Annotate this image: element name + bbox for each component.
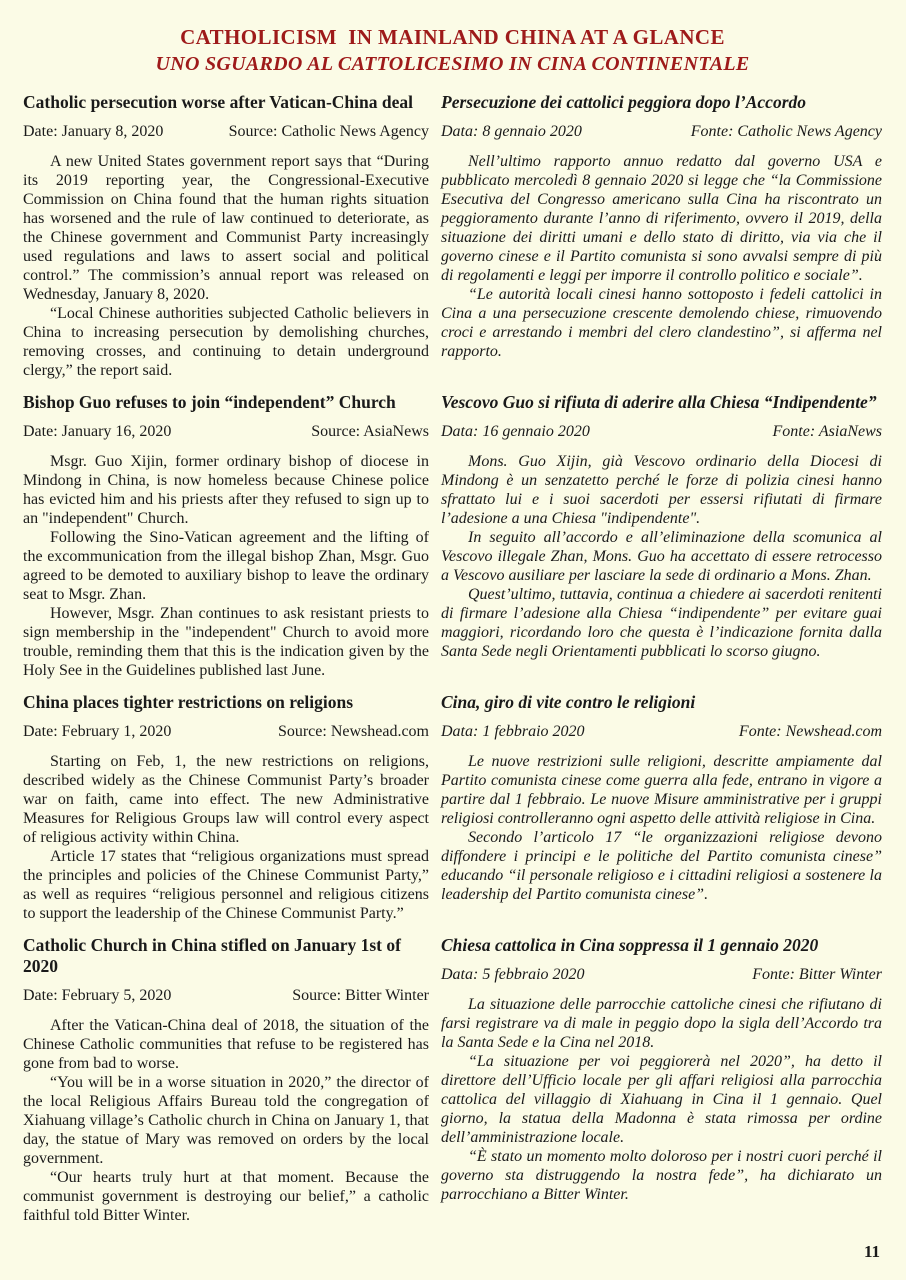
article-title-it: Persecuzione dei cattolici peggiora dopo l’Accordo (441, 92, 807, 112)
article-title-it: Vescovo Guo si rifiuta di aderire alla Chiesa “Indipendente” (441, 392, 877, 412)
source-label: Fonte: Catholic News Agency (690, 123, 882, 140)
english-column (23, 692, 429, 923)
paragraph: Starting on Feb, 1, the new restrictions on religions, described widely as the Chinese Communist Party’s broader war on faith, came into effect. The new Administrative Measures for Religious Groups law will control every aspect of religious activity within China. (23, 753, 429, 846)
italian-column (441, 935, 882, 1225)
article-section-2 (23, 392, 882, 680)
date-label: Data: 5 febbraio 2020 (441, 966, 585, 983)
italian-column (441, 392, 882, 680)
dateline-en (23, 722, 429, 741)
source-label: Source: AsiaNews (311, 423, 429, 440)
source-label: Source: Catholic News Agency (228, 123, 429, 140)
paragraph: After the Vatican-China deal of 2018, the situation of the Chinese Catholic communities that refuse to be registered has gone from bad to worse. (23, 1017, 429, 1072)
article-section-3 (23, 692, 882, 923)
source-label: Source: Newshead.com (277, 723, 429, 740)
paragraph: “È stato un momento molto doloroso per i nostri cuori perché il governo sta distruggendo la nostra fede”, ha dichiarato un parrocchiano a Bitter Winter. (441, 1148, 882, 1203)
paragraph: Secondo l’articolo 17 “le organizzazioni religiose devono diffondere i principi e le politiche del Partito comunista cinese” educando “il personale religioso e i cittadini religiosi a sostenere la leadership del Partito comunista cinese”. (441, 829, 882, 903)
dateline-en (23, 422, 429, 441)
date-label: Data: 16 gennaio 2020 (441, 423, 590, 440)
paragraph: Msgr. Guo Xijin, former ordinary bishop of diocese in Mindong in China, is now homeless because Chinese police has evicted him and his priests after they refused to sign up to an "independent" Church. (23, 453, 429, 527)
english-column (23, 935, 429, 1225)
paragraph: A new United States government report says that “During its 2019 reporting year, the Congressional-Executive Commission on China found that the human rights situation has worsened and the rule of law continued to deteriorate, as the Chinese government and Communist Party increasingly used regulations and laws to assert social and political control.” The commission’s annual report was released on Wednesday, January 8, 2020. (23, 153, 429, 303)
paragraph: “Our hearts truly hurt at that moment. Because the communist government is destroying our belief,” a catholic faithful told Bitter Winter. (23, 1169, 429, 1224)
page-number: 11 (863, 1242, 880, 1261)
paragraph: Le nuove restrizioni sulle religioni, descritte ampiamente dal Partito comunista cinese come guerra alla fede, entrano in vigore a partire dal 1 febbraio. Le nuove Misure amministrative per i gruppi religiosi controlleranno ogni aspetto delle attività religiose in Cina. (441, 753, 882, 827)
paragraph: Nell’ultimo rapporto annuo redatto dal governo USA e pubblicato mercoledì 8 gennaio 2020 si legge che “la Commissione Esecutiva del Congresso americano sulla Cina ha riscontrato un peggioramento durante l’anno di riferimento, ovvero il 2019, della situazione dei diritti umani e dello stato di diritto, via via che il governo cinese e il Partito comunista si sono avvalsi sempre di più di regolamenti e leggi per imporre il controllo politico e sociale”. (441, 153, 882, 284)
date-label: Date: January 16, 2020 (23, 423, 172, 440)
article-title-en: Catholic persecution worse after Vatican-China deal (23, 92, 413, 112)
paragraph: “You will be in a worse situation in 2020,” the director of the local Religious Affairs Bureau told the congregation of Xiahuang village’s Catholic church in China on January 1, that day, the statue of Mary was removed on orders by the local government. (23, 1074, 429, 1167)
paragraph: La situazione delle parrocchie cattoliche cinesi che rifiutano di farsi registrare va di male in peggio dopo la sigla dell’Accordo tra la Santa Sede e la Cina nel 2018. (441, 996, 882, 1051)
paragraph: “Le autorità locali cinesi hanno sottoposto i fedeli cattolici in Cina a una persecuzione crescente demolendo chiese, rimuovendo croci e arrestando i membri del clero clandestino”, si afferma nel rapporto. (441, 286, 882, 360)
english-column (23, 392, 429, 680)
source-label: Source: Bitter Winter (292, 987, 429, 1004)
article-title-en: Bishop Guo refuses to join “independent” Church (23, 392, 396, 412)
paragraph: In seguito all’accordo e all’eliminazione della scomunica al Vescovo illegale Zhan, Mons. Guo ha accettato di essere retrocesso a Vescovo ausiliare per lasciare la sede di ordinario a Mons. Zhan. (441, 529, 882, 584)
paragraph: However, Msgr. Zhan continues to ask resistant priests to sign membership in the "independent" Church to avoid more trouble, reminding them that this is the indication given by the Holy See in the Guidelines published last June. (23, 605, 429, 679)
article-title-it: Chiesa cattolica in Cina soppressa il 1 gennaio 2020 (441, 935, 819, 955)
document-title-italian: UNO SGUARDO AL CATTOLICESIMO IN CINA CONTINENTALE (155, 53, 750, 75)
paragraph: Following the Sino-Vatican agreement and the lifting of the excommunication from the illegal bishop Zhan, Msgr. Guo agreed to be demoted to auxiliary bishop to leave the ordinary seat to Msgr. Zhan. (23, 529, 429, 603)
document-title-english: CATHOLICISM IN MAINLAND CHINA AT A GLANCE (180, 25, 725, 49)
date-label: Data: 8 gennaio 2020 (441, 123, 582, 140)
date-label: Data: 1 febbraio 2020 (441, 723, 585, 740)
article-title-en: China places tighter restrictions on religions (23, 692, 354, 712)
source-label: Fonte: AsiaNews (772, 423, 882, 440)
dateline-it (441, 122, 882, 141)
date-label: Date: February 1, 2020 (23, 723, 172, 740)
article-section-1 (23, 92, 882, 380)
dateline-en (23, 122, 429, 141)
dateline-it (441, 722, 882, 741)
dateline-en (23, 986, 429, 1005)
article-title-it: Cina, giro di vite contro le religioni (441, 692, 696, 712)
italian-column (441, 92, 882, 380)
date-label: Date: February 5, 2020 (23, 987, 172, 1004)
article-section-4 (23, 935, 882, 1225)
english-column (23, 92, 429, 380)
paragraph: Mons. Guo Xijin, già Vescovo ordinario della Diocesi di Mindong è un senzatetto perché le forze di polizia cinesi hanno sfrattato lui e i suoi sacerdoti per essersi rifiutati di firmare l’adesione a una Chiesa "indipendente". (441, 453, 882, 527)
article-title-en: Catholic Church in China stifled on January 1st of 2020 (23, 935, 401, 976)
paragraph: “Local Chinese authorities subjected Catholic believers in China to increasing persecution by demolishing churches, removing crosses, and continuing to detain underground clergy,” the report said. (23, 305, 429, 379)
paragraph: “La situazione per voi peggiorerà nel 2020”, ha detto il direttore dell’Ufficio locale per gli affari religiosi alla parrocchia cattolica del villaggio di Xiahuang in Cina il 1 gennaio. Quel giorno, la statua della Madonna è stata rimossa per ordine dell’amministrazione locale. (441, 1053, 882, 1146)
source-label: Fonte: Bitter Winter (752, 966, 882, 983)
dateline-it (441, 965, 882, 984)
date-label: Date: January 8, 2020 (23, 123, 164, 140)
paragraph: Article 17 states that “religious organizations must spread the principles and policies of the Chinese Communist Party,” as well as requires “religious personnel and religious citizens to support the leadership of the Chinese Communist Party.” (23, 848, 429, 922)
document-header (23, 25, 882, 76)
italian-column (441, 692, 882, 923)
paragraph: Quest’ultimo, tuttavia, continua a chiedere ai sacerdoti renitenti di firmare l’adesione alla Chiesa “indipendente” per evitare guai maggiori, ricordando loro che questa è l’indicazione fornita dalla Santa Sede negli Orientamenti pubblicati lo scorso giugno. (441, 586, 882, 660)
source-label: Fonte: Newshead.com (738, 723, 882, 740)
dateline-it (441, 422, 882, 441)
